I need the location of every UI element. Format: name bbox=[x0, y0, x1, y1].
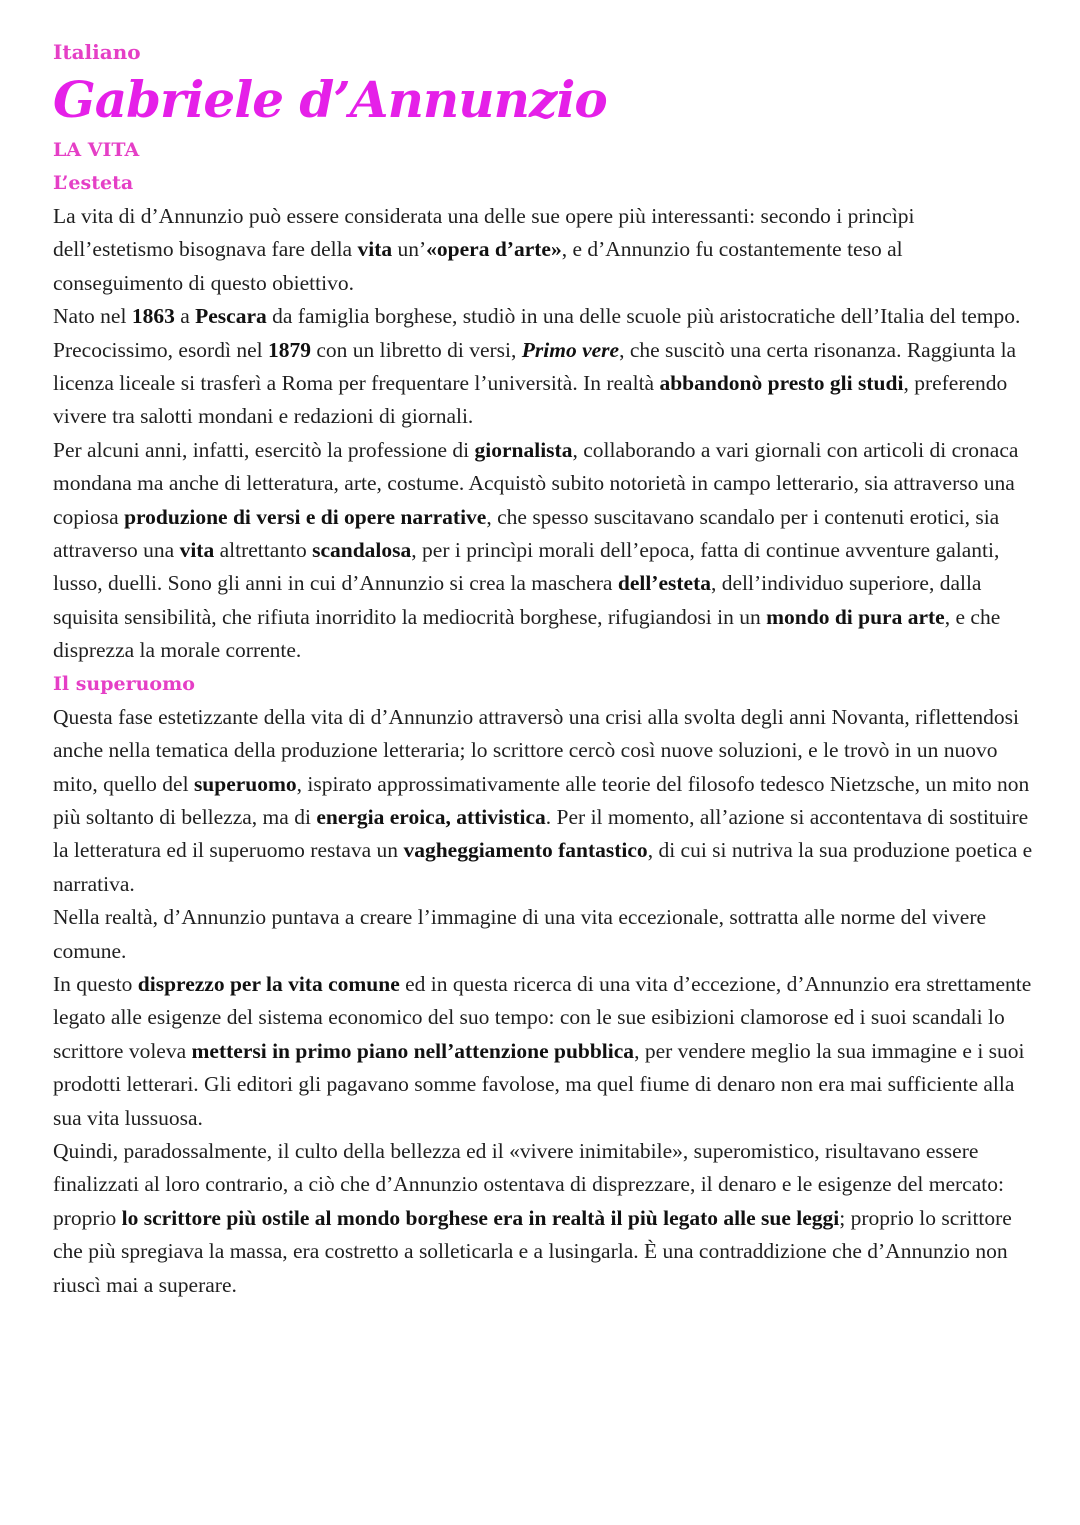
paragraph-superuomo-3: In questo disprezzo per la vita comune ed in questa ricerca di una vita d’eccezione, d’Annunzio era strettamente legato alle esigenze del sistema economico del suo tempo: con le sue esibizioni clamorose ed i suoi scandali lo scrittore voleva mettersi in primo piano nell’attenzione pubblica, per vendere meglio la sua immagine e i suoi prodotti letterari. Gli editori gli pagavano somme favolose, ma quel fiume di denaro non era mai sufficiente alla sua vita lussuosa. bbox=[53, 971, 1032, 1130]
paragraph-esteta-2: Nato nel 1863 a Pescara da famiglia borghese, studiò in una delle scuole più aristocratiche dell’Italia del tempo. bbox=[53, 304, 1021, 329]
section-heading-la-vita: LA VITA bbox=[53, 139, 140, 161]
paragraph-superuomo-1: Questa fase estetizzante della vita di d’Annunzio attraversò una crisi alla svolta degli anni Novanta, riflettendosi anche nella tematica della produzione letteraria; lo scrittore cercò così nuove soluzioni, e le trovò in un nuovo mito, quello del superuomo, ispirato approssimativamente alle teorie del filosofo tedesco Nietzsche, un mito non più soltanto di bellezza, ma di energia eroica, attivistica. Per il momento, all’azione si accontentava di sostituire la letteratura ed il superuomo restava un vagheggiamento fantastico, di cui si nutriva la sua produzione poetica e narrativa. bbox=[53, 704, 1033, 896]
subheading-esteta: L’esteta bbox=[53, 172, 134, 194]
document-page bbox=[53, 36, 1038, 1302]
book-title-primo-vere: Primo vere bbox=[521, 337, 620, 362]
paragraph-esteta-1: La vita di d’Annunzio può essere considerata una delle sue opere più interessanti: secondo i princìpi dell’estetismo bisognava fare della vita un’«opera d’arte», e d’Annunzio fu costantemente teso al conseguimento di questo obiettivo. bbox=[53, 204, 915, 295]
paragraph-esteta-4: Per alcuni anni, infatti, esercitò la professione di giornalista, collaborando a vari giornali con articoli di cronaca mondana ma anche di letteratura, arte, costume. Acquistò subito notorietà in campo letterario, sia attraverso una copiosa produzione di versi e di opere narrative, che spesso suscitavano scandalo per i contenuti erotici, sia attraverso una vita altrettanto scandalosa, per i princìpi morali dell’epoca, fatta di continue avventure galanti, lusso, duelli. Sono gli anni in cui d’Annunzio si crea la maschera dell’esteta, dell’individuo superiore, dalla squisita sensibilità, che rifiuta inorridito la mediocrità borghese, rifugiandosi in un mondo di pura arte, e che disprezza la morale corrente. bbox=[53, 437, 1019, 663]
subject-label: Italiano bbox=[53, 40, 141, 64]
paragraph-superuomo-2: Nella realtà, d’Annunzio puntava a creare l’immagine di una vita eccezionale, sottratta alle norme del vivere comune. bbox=[53, 905, 987, 963]
page-title: Gabriele d’Annunzio bbox=[53, 70, 607, 129]
paragraph-superuomo-4: Quindi, paradossalmente, il culto della bellezza ed il «vivere inimitabile», superomistico, risultavano essere finalizzati al loro contrario, a ciò che d’Annunzio ostentava di disprezzare, il denaro e le esigenze del mercato: proprio lo scrittore più ostile al mondo borghese era in realtà il più legato alle sue leggi; proprio lo scrittore che più spregiava la massa, era costretto a solleticarla e a lusingarla. È una contraddizione che d’Annunzio non riuscì mai a superare. bbox=[53, 1138, 1012, 1297]
subheading-superuomo: Il superuomo bbox=[53, 672, 195, 695]
paragraph-esteta-3: Precocissimo, esordì nel 1879 con un libretto di versi, Primo vere, che suscitò una certa risonanza. Raggiunta la licenza liceale si trasferì a Roma per frequentare l’università. In realtà abbandonò presto gli studi, preferendo vivere tra salotti mondani e redazioni di giornali. bbox=[53, 337, 1017, 429]
